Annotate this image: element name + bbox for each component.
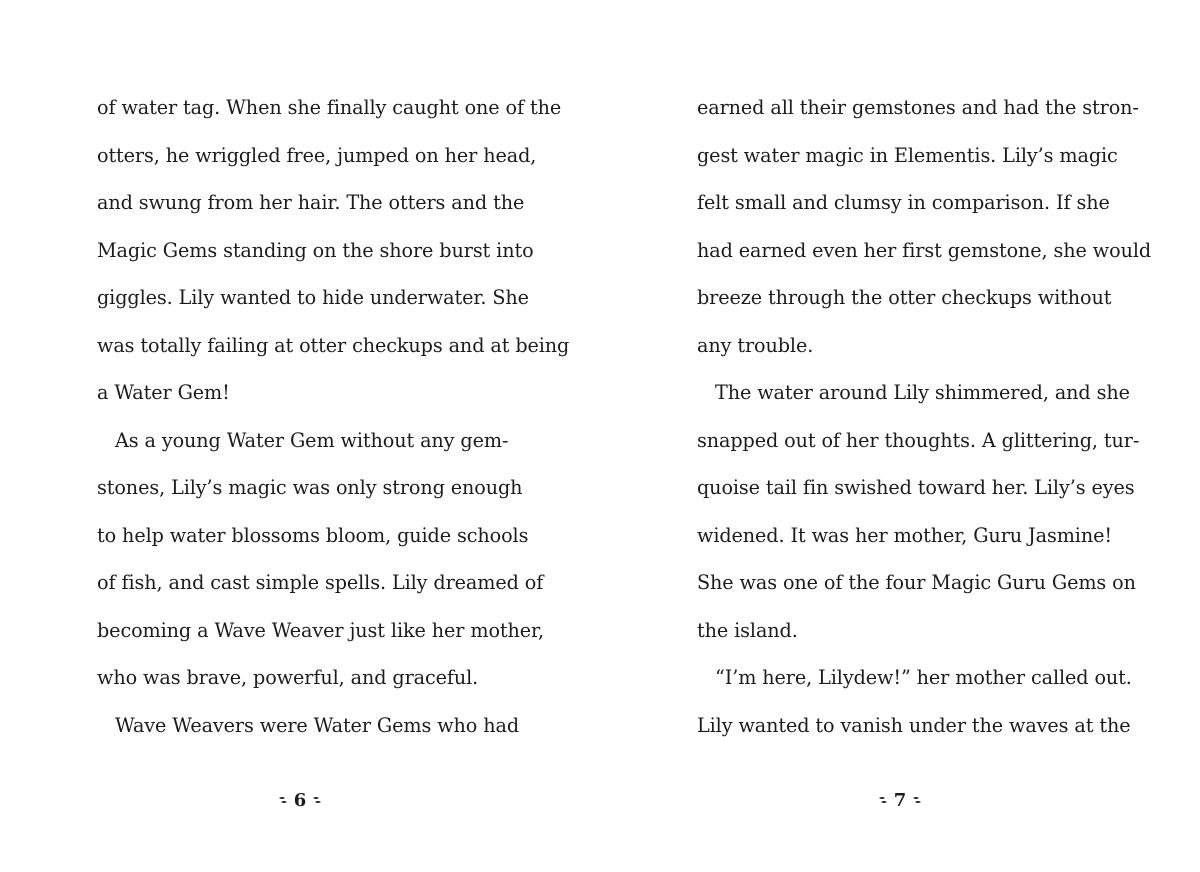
right-page-text [697,84,1152,749]
text-line: had earned even her first gemstone, she would [697,238,1152,262]
text-line: a Water Gem! [97,381,230,404]
page-number-left [270,786,330,814]
text-line: any trouble. [697,333,814,357]
wave-flourish-icon [878,794,888,806]
text-line: gest water magic in Elementis. Lily’s magic [697,143,1118,167]
text-line: breeze through the otter checkups without [697,286,1112,309]
text-line: stones, Lily’s magic was only strong enough [97,476,523,499]
wave-flourish-icon [912,794,922,806]
text-line: to help water blossoms bloom, guide schools [97,523,529,547]
page-number: 6 [293,789,307,811]
text-line: who was brave, powerful, and graceful. [97,666,479,689]
text-line: becoming a Wave Weaver just like her mother, [97,618,544,642]
text-line: widened. It was her mother, Guru Jasmine! [697,523,1112,547]
text-line: earned all their gemstones and had the stron- [697,96,1139,119]
text-line: felt small and clumsy in comparison. If she [697,191,1110,214]
text-line: the island. [697,618,798,642]
text-line: Magic Gems standing on the shore burst into [97,238,534,262]
text-line: was totally failing at otter checkups and at being [97,333,570,357]
text-line: quoise tail fin swished toward her. Lily’s eyes [697,476,1135,499]
text-line: otters, he wriggled free, jumped on her head, [97,143,537,167]
text-line: giggles. Lily wanted to hide underwater. She [97,286,529,309]
page-number-right [870,786,930,814]
text-line: The water around Lily shimmered, and she [715,381,1130,404]
text-line: As a young Water Gem without any gem- [115,428,509,452]
text-line: Wave Weavers were Water Gems who had [115,713,520,737]
text-line: “I’m here, Lilydew!” her mother called out. [715,666,1132,689]
text-line: and swung from her hair. The otters and the [97,191,525,214]
left-page-text [97,84,570,749]
text-line: Lily wanted to vanish under the waves at the [697,713,1131,737]
page-number: 7 [893,789,907,811]
text-line: She was one of the four Magic Guru Gems on [697,571,1136,594]
text-line: snapped out of her thoughts. A glittering, tur- [697,428,1140,452]
text-line: of water tag. When she finally caught one of the [97,96,562,119]
text-line: of fish, and cast simple spells. Lily dreamed of [97,571,544,594]
wave-flourish-icon [278,794,288,806]
wave-flourish-icon [312,794,322,806]
